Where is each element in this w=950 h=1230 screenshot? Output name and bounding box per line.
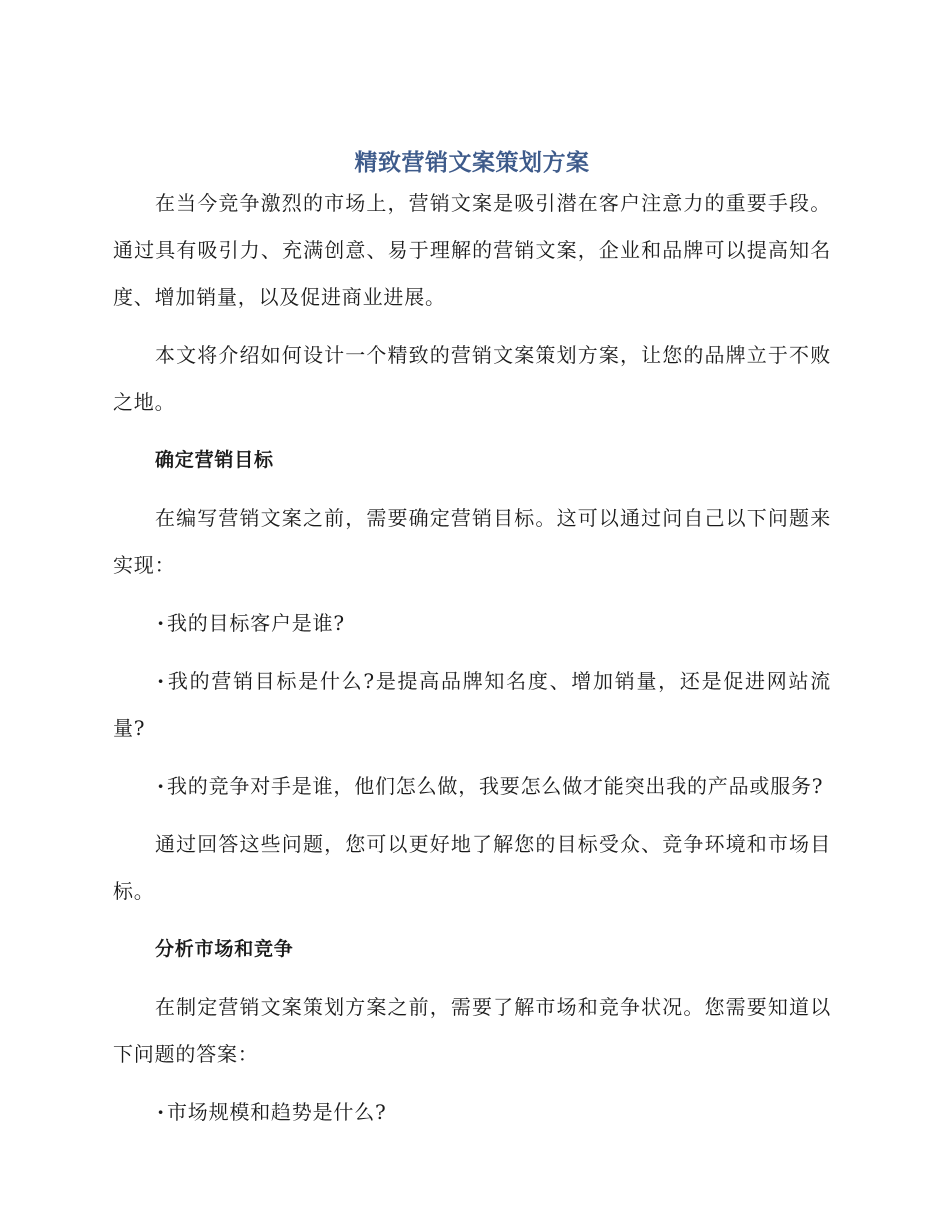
list-item: [113, 1089, 831, 1136]
paragraph-goals-summary: 通过回答这些问题，您可以更好地了解您的目标受众、竞争环境和市场目标。: [113, 832, 831, 903]
list-item: [113, 763, 831, 810]
list-item: [113, 600, 831, 647]
list-item-text: 我的竞争对手是谁，他们怎么做，我要怎么做才能突出我的产品或服务?: [167, 774, 824, 798]
bullet-icon: ·: [157, 774, 165, 798]
bullet-icon: ·: [157, 669, 165, 693]
paragraph-market-intro: 在制定营销文案策划方案之前，需要了解市场和竞争状况。您需要知道以下问题的答案：: [113, 995, 831, 1066]
document-title: 精致营销文案策划方案: [354, 150, 590, 176]
paragraph-goals-intro: 在编写营销文案之前，需要确定营销目标。这可以通过问自己以下问题来实现：: [113, 506, 831, 577]
bullet-icon: ·: [157, 611, 165, 635]
section-heading-market-analysis: 分析市场和竞争: [155, 938, 294, 960]
paragraph-purpose: 本文将介绍如何设计一个精致的营销文案策划方案，让您的品牌立于不败之地。: [113, 343, 831, 414]
paragraph-intro: 在当今竞争激烈的市场上，营销文案是吸引潜在客户注意力的重要手段。通过具有吸引力、充满创意、易于理解的营销文案，企业和品牌可以提高知名度、增加销量，以及促进商业进展。: [113, 191, 831, 309]
list-item-text: 我的目标客户是谁?: [167, 611, 345, 635]
list-item-text: 我的营销目标是什么?是提高品牌知名度、增加销量，还是促进网站流量?: [113, 669, 831, 740]
list-item-text: 市场规模和趋势是什么?: [167, 1100, 387, 1124]
document-page: [113, 146, 831, 1147]
list-item: [113, 658, 831, 752]
section-heading-marketing-goals: 确定营销目标: [155, 449, 274, 471]
bullet-icon: ·: [157, 1100, 165, 1124]
